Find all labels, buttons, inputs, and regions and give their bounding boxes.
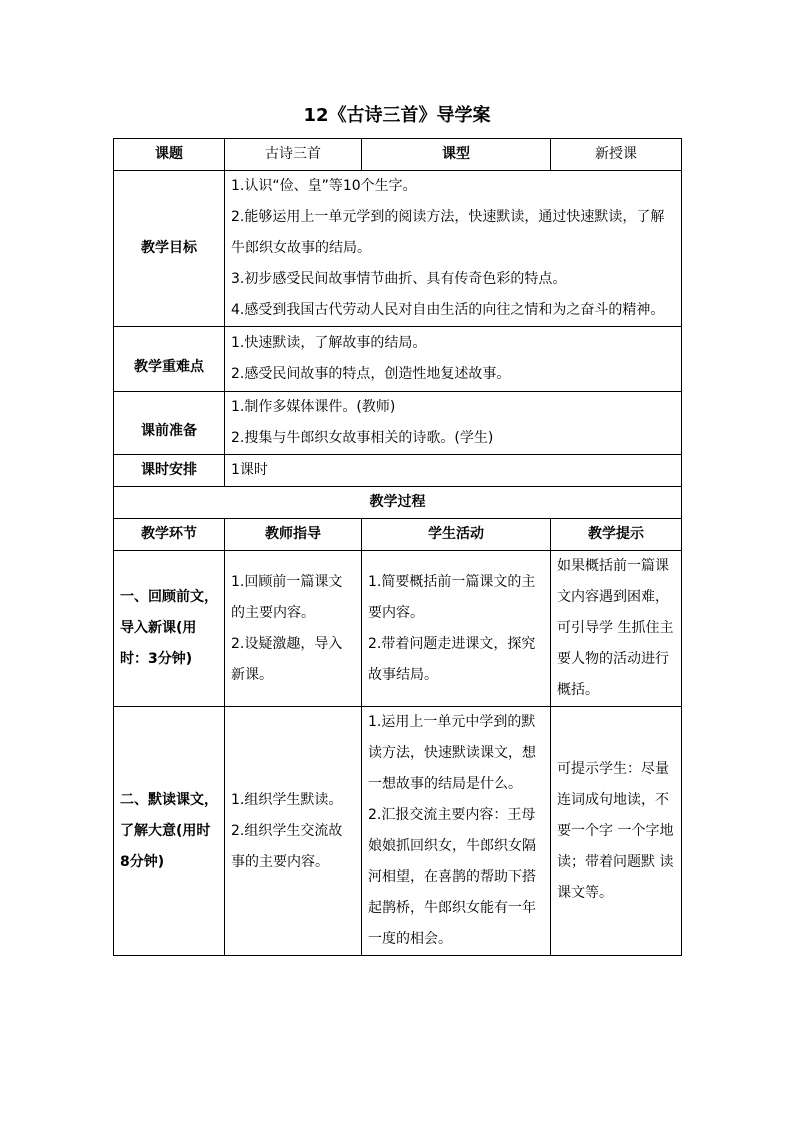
- student-item: 1.运用上一单元中学到的默读方法，快速默读课文，想一想故事的结局是什么。: [368, 714, 536, 792]
- type-label: 课型: [362, 139, 551, 171]
- preparation-label: 课前准备: [114, 392, 225, 455]
- preparation-item: 2.搜集与牛郎织女故事相关的诗歌。(学生): [231, 430, 494, 446]
- student-item: 2.汇报交流主要内容：王母娘娘抓回织女，牛郎织女隔河相望，在喜鹊的帮助下搭起鹊桥，牛郎织女能有一年一度的相会。: [368, 807, 536, 947]
- page-title: 12《古诗三首》导学案: [303, 105, 491, 126]
- student-item: 1.简要概括前一篇课文的主要内容。: [368, 573, 536, 621]
- process-header-row: [114, 519, 682, 551]
- tips-item: 可提示学生：尽量连词成句地读，不要一个字 一个字地读；带着问题默 读课文等。: [557, 760, 674, 901]
- preparation-content: [225, 392, 682, 455]
- objectives-content: [225, 171, 682, 327]
- process-title: 教学过程: [114, 487, 682, 519]
- objectives-label: 教学目标: [114, 171, 225, 327]
- process-header-student: 学生活动: [362, 519, 551, 551]
- teacher-item: 2.设疑激趣，导入新课。: [231, 635, 343, 683]
- key-point-item: 2.感受民间故事的特点，创造性地复述故事。: [231, 366, 511, 382]
- objective-item: 1.认识“俭、皇”等10个生字。: [231, 178, 417, 194]
- process-stage: 二、默读课文，了解大意(用时8分钟): [114, 707, 225, 956]
- topic-label: 课题: [114, 139, 225, 171]
- objective-item: 4.感受到我国古代劳动人民对自由生活的向往之情和为之奋斗的精神。: [231, 302, 665, 318]
- tips-item: 如果概括前一篇课文内容遇到困难，可引导学 生抓住主要人物的活动进行概括。: [557, 558, 674, 698]
- process-student-cell: [362, 707, 551, 956]
- preparation-item: 1.制作多媒体课件。(教师): [231, 399, 396, 415]
- process-teacher-cell: [225, 707, 362, 956]
- objectives-row: [114, 171, 682, 327]
- teacher-item: 2.组织学生交流故事的主要内容。: [231, 822, 343, 870]
- process-title-row: [114, 487, 682, 519]
- process-row: [114, 551, 682, 707]
- process-stage: 一、回顾前文，导入新课(用时：3分钟): [114, 551, 225, 707]
- objective-item: 2.能够运用上一单元学到的阅读方法，快速默读，通过快速默读，了解牛郎织女故事的结局。: [231, 209, 665, 256]
- topic-value: 古诗三首: [225, 139, 362, 171]
- process-teacher-cell: [225, 551, 362, 707]
- key-points-label: 教学重难点: [114, 327, 225, 392]
- key-points-content: [225, 327, 682, 392]
- teacher-item: 1.回顾前一篇课文的主要内容。: [231, 573, 343, 621]
- schedule-label: 课时安排: [114, 455, 225, 487]
- student-item: 2.带着问题走进课文，探究故事结局。: [368, 635, 536, 683]
- schedule-row: [114, 455, 682, 487]
- preparation-row: [114, 392, 682, 455]
- process-header-tips: 教学提示: [551, 519, 682, 551]
- process-student-cell: [362, 551, 551, 707]
- schedule-value: 1课时: [225, 455, 682, 487]
- type-value: 新授课: [551, 139, 682, 171]
- process-header-teacher: 教师指导: [225, 519, 362, 551]
- objective-item: 3.初步感受民间故事情节曲折、具有传奇色彩的特点。: [231, 271, 567, 287]
- process-tips-cell: [551, 707, 682, 956]
- key-point-item: 1.快速默读，了解故事的结局。: [231, 335, 427, 351]
- header-row: [114, 139, 682, 171]
- process-header-stage: 教学环节: [114, 519, 225, 551]
- process-row: [114, 707, 682, 956]
- lesson-plan-table: [113, 138, 682, 956]
- key-points-row: [114, 327, 682, 392]
- process-tips-cell: [551, 551, 682, 707]
- teacher-item: 1.组织学生默读。: [231, 791, 343, 808]
